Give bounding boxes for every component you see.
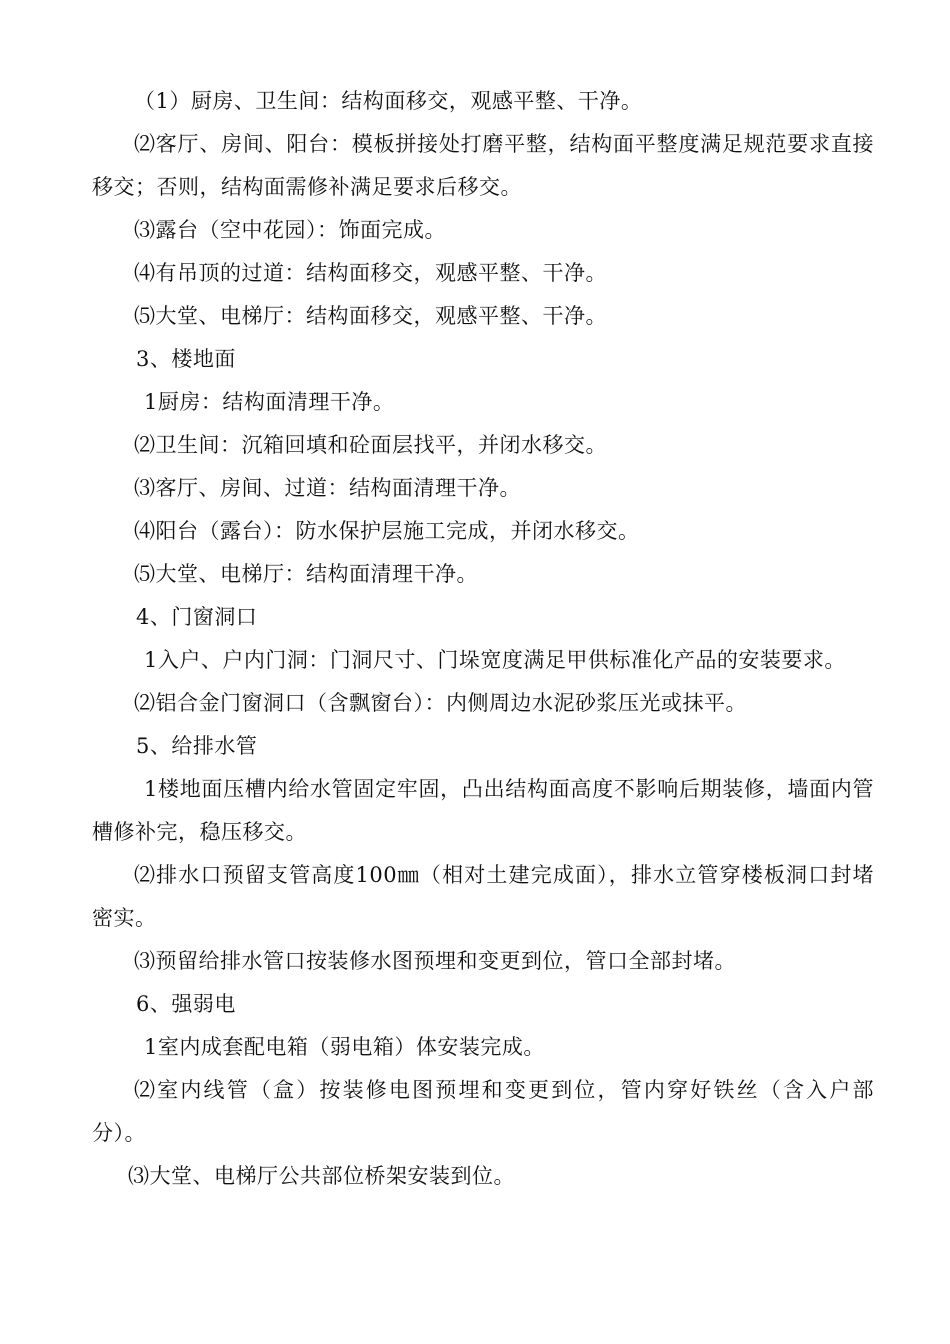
paragraph-ceiling-kitchen: （1）厨房、卫生间：结构面移交，观感平整、干净。: [134, 89, 643, 113]
paragraph-plumbing-drain: ⑵排水口预留支管高度100㎜（相对土建完成面），排水立管穿楼板洞口封堵密实。: [92, 863, 874, 930]
section-heading-plumbing: 5、给排水管: [136, 734, 258, 758]
paragraph-plumbing-reserved: ⑶预留给排水管口按装修水图预埋和变更到位，管口全部封堵。: [134, 949, 736, 973]
section-heading-door-window: 4、门窗洞口: [136, 605, 258, 629]
paragraph-floor-balcony: ⑷阳台（露台）：防水保护层施工完成，并闭水移交。: [134, 519, 640, 543]
paragraph-window-opening: ⑵铝合金门窗洞口（含飘窗台）：内侧周边水泥砂浆压光或抹平。: [134, 691, 747, 715]
paragraph-door-opening: 1入户、户内门洞：门洞尺寸、门垛宽度满足甲供标准化产品的安装要求。: [144, 648, 846, 672]
paragraph-electrical-box: 1室内成套配电箱（弱电箱）体安装完成。: [144, 1035, 545, 1059]
paragraph-electrical-conduit: ⑵室内线管（盒）按装修电图预埋和变更到位，管内穿好铁丝（含入户部分）。: [92, 1078, 874, 1145]
document-body: [92, 80, 874, 1198]
paragraph-ceiling-terrace: ⑶露台（空中花园）：饰面完成。: [134, 218, 446, 242]
paragraph-electrical-tray: ⑶大堂、电梯厅公共部位桥架安装到位。: [128, 1164, 515, 1188]
section-heading-floor: 3、楼地面: [136, 347, 236, 371]
paragraph-ceiling-lobby: ⑸大堂、电梯厅：结构面移交，观感平整、干净。: [134, 304, 607, 328]
paragraph-plumbing-supply: 1楼地面压槽内给水管固定牢固，凸出结构面高度不影响后期装修，墙面内管槽修补完，稳压移交。: [92, 777, 874, 844]
paragraph-floor-bathroom: ⑵卫生间：沉箱回填和砼面层找平，并闭水移交。: [134, 433, 607, 457]
section-heading-electrical: 6、强弱电: [136, 992, 236, 1016]
paragraph-ceiling-living-room: ⑵客厅、房间、阳台：模板拼接处打磨平整，结构面平整度满足规范要求直接移交；否则，结构面需修补满足要求后移交。: [92, 132, 874, 199]
paragraph-floor-living-room: ⑶客厅、房间、过道：结构面清理干净。: [134, 476, 521, 500]
paragraph-floor-kitchen: 1厨房：结构面清理干净。: [144, 390, 395, 414]
paragraph-ceiling-corridor: ⑷有吊顶的过道：结构面移交，观感平整、干净。: [134, 261, 607, 285]
paragraph-floor-lobby: ⑸大堂、电梯厅：结构面清理干净。: [134, 562, 478, 586]
